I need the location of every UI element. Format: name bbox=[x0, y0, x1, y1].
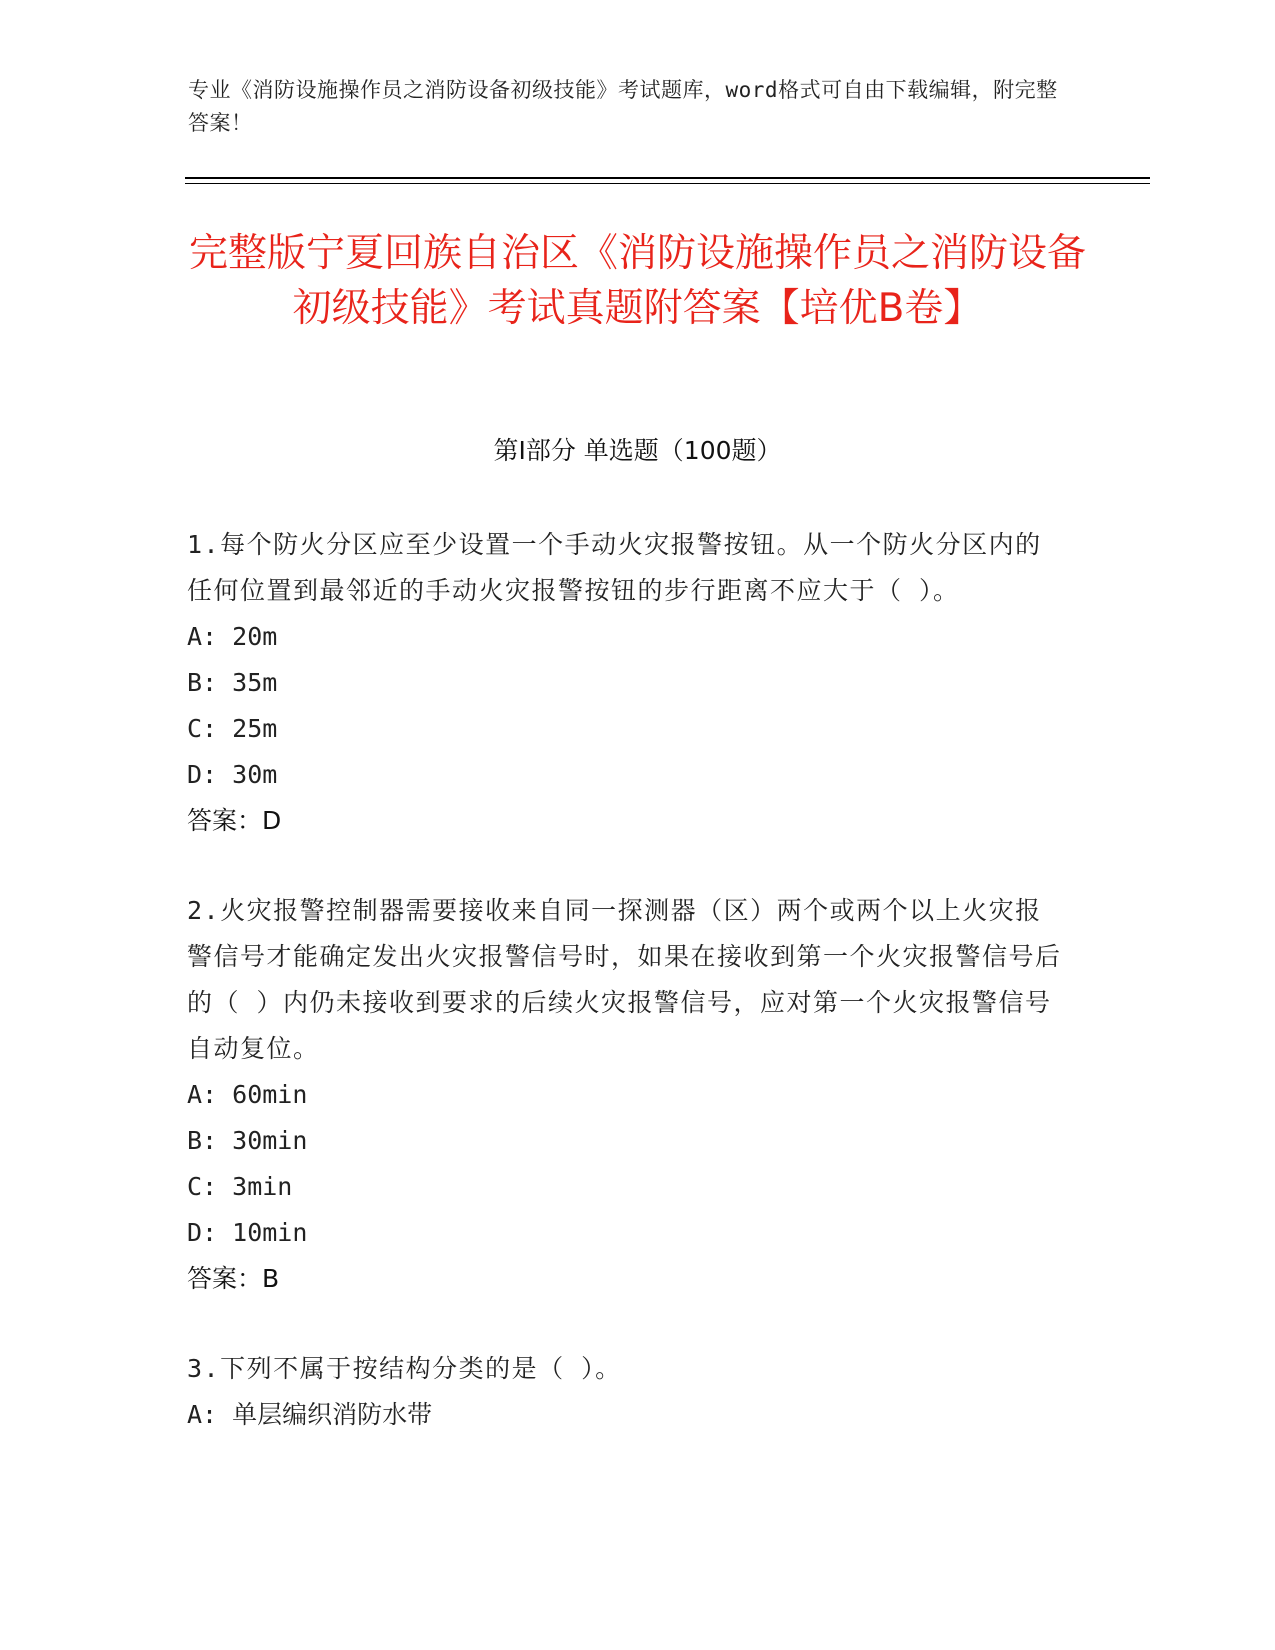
header-note: 专业《消防设施操作员之消防设备初级技能》考试题库，word格式可自由下载编辑，附完整答案！ bbox=[188, 78, 1058, 135]
section-heading: 第I部分 单选题（100题） bbox=[493, 436, 782, 465]
option-a: A: 单层编织消防水带 bbox=[187, 1400, 433, 1429]
option-a: A: 20m bbox=[187, 622, 278, 651]
option-d: D: 30m bbox=[187, 760, 278, 789]
option-b: B: 30min bbox=[187, 1126, 308, 1155]
question-text: 2.火灾报警控制器需要接收来自同一探测器（区）两个或两个以上火灾报警信号才能确定发出火灾报警信号时，如果在接收到第一个火灾报警信号后的（ ）内仍未接收到要求的后续火灾报警信号，应对第一个火灾报警信号自动复位。 bbox=[187, 896, 1062, 1063]
answer-line: 答案：D bbox=[187, 806, 282, 835]
option-c: C: 25m bbox=[187, 714, 278, 743]
question-3 bbox=[187, 1346, 1067, 1438]
option-a: A: 60min bbox=[187, 1080, 308, 1109]
answer-line: 答案：B bbox=[187, 1264, 280, 1293]
option-d: D: 10min bbox=[187, 1218, 308, 1247]
option-b: B: 35m bbox=[187, 668, 278, 697]
question-2 bbox=[187, 888, 1067, 1302]
option-c: C: 3min bbox=[187, 1172, 293, 1201]
question-text: 1.每个防火分区应至少设置一个手动火灾报警按钮。从一个防火分区内的任何位置到最邻近的手动火灾报警按钮的步行距离不应大于（ ）。 bbox=[187, 530, 1042, 605]
document-title: 完整版宁夏回族自治区《消防设施操作员之消防设备初级技能》考试真题附答案【培优B卷】 bbox=[188, 231, 1086, 331]
question-list bbox=[187, 522, 1067, 1482]
header-divider-thin bbox=[185, 183, 1150, 184]
question-text: 3.下列不属于按结构分类的是（ ）。 bbox=[187, 1354, 622, 1383]
question-1 bbox=[187, 522, 1067, 844]
header-divider-thick bbox=[185, 177, 1150, 179]
